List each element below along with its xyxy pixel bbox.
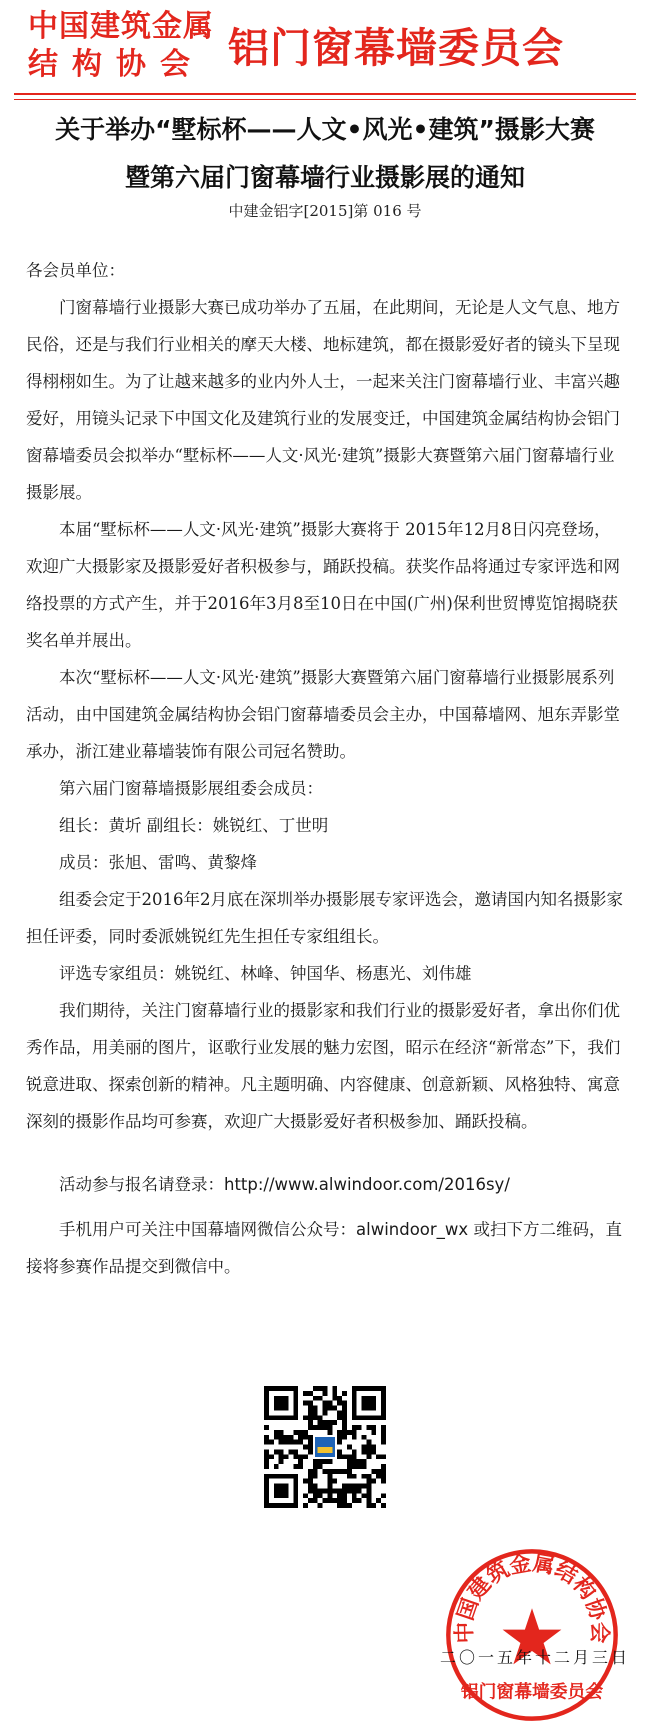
issue-date: 二〇一五年十二月三日 [440,1648,631,1667]
official-seal [443,1546,621,1724]
seal-text: 中国建筑金属结构协会 [452,1550,612,1644]
salutation: 各会员单位： [26,261,125,280]
qr-code-image [264,1386,386,1508]
committee-members-heading: 第六届门窗幕墙摄影展组委会成员： [59,779,323,798]
org-name [28,8,214,84]
org-name-line1: 中国建筑金属 [28,9,214,44]
paragraph: 组委会定于2016年2月底在深圳举办摄影展专家评选会，邀请国内知名摄影家担任评委，同时委派姚锐红先生担任专家组组长。 [26,890,623,946]
document-number: 中建金铝字[2015]第 016 号 [228,202,422,220]
team-members: 成员：张旭、雷鸣、黄黎烽 [59,853,257,872]
committee-name: 铝门窗幕墙委员会 [228,24,564,72]
notice-title-line2: 暨第六届门窗幕墙行业摄影展的通知 [124,163,525,192]
header-rule-thin [14,99,636,100]
signup-line [26,1166,626,1203]
org-name-line2: 结构协会 [28,47,204,82]
paragraph: 本次“墅标杯——人文·风光·建筑”摄影大赛暨第六届门窗幕墙行业摄影展系列活动，由中国建筑金属结构协会铝门窗幕墙委员会主办，中国幕墙网、旭东弄影堂承办，浙江建业幕墙装饰有限公司冠名赞助。 [26,668,620,761]
paragraph: 本届“墅标杯——人文·风光·建筑”摄影大赛将于 2015年12月8日闪亮登场，欢迎广大摄影家及摄影爱好者积极参与，踊跃投稿。获奖作品将通过专家评选和网络投票的方式产生，并于2016年3月8至10日在中国(广州)保利世贸博览馆揭晓获奖名单并展出。 [26,520,620,650]
signup-url[interactable]: http://www.alwindoor.com/2016sy/ [224,1175,510,1194]
letterhead [0,0,650,96]
notice-title-line1: 关于举办“墅标杯——人文•风光•建筑”摄影大赛 [55,115,595,144]
signup-label: 活动参与报名请登录： [59,1175,224,1194]
wechat-line [26,1211,626,1285]
seal-subtext: 铝门窗幕墙委员会 [460,1681,604,1703]
wechat-id: alwindoor_wx [356,1220,469,1239]
header-rule [14,93,636,95]
team-leaders: 组长：黄圻 副组长：姚锐红、丁世明 [59,816,329,835]
paragraph: 我们期待，关注门窗幕墙行业的摄影家和我们行业的摄影爱好者，拿出你们优秀作品，用美丽的图片，讴歌行业发展的魅力宏图，昭示在经济“新常态”下，我们锐意进取、探索创新的精神。凡主题明确、内容健康、创意新颖、风格独特、寓意深刻的摄影作品均可参赛，欢迎广大摄影爱好者积极参加、踊跃投稿。 [26,1001,621,1131]
jury-members: 评选专家组员：姚锐红、林峰、钟国华、杨惠光、刘伟雄 [59,964,472,983]
wechat-suffix: 或扫下方二维码，直接将参赛作品提交到微信中。 [26,1220,622,1276]
paragraph: 门窗幕墙行业摄影大赛已成功举办了五届，在此期间，无论是人文气息、地方民俗，还是与我们行业相关的摩天大楼、地标建筑，都在摄影爱好者的镜头下呈现得栩栩如生。为了让越来越多的业内外人士，一起来关注门窗幕墙行业、丰富兴趣爱好，用镜头记录下中国文化及建筑行业的发展变迁，中国建筑金属结构协会铝门窗幕墙委员会拟举办“墅标杯——人文·风光·建筑”摄影大赛暨第六届门窗幕墙行业摄影展。 [26,298,620,502]
notice-body [26,252,626,1285]
wechat-prefix: 手机用户可关注中国幕墙网微信公众号： [59,1220,356,1239]
qr-code[interactable] [264,1386,386,1508]
